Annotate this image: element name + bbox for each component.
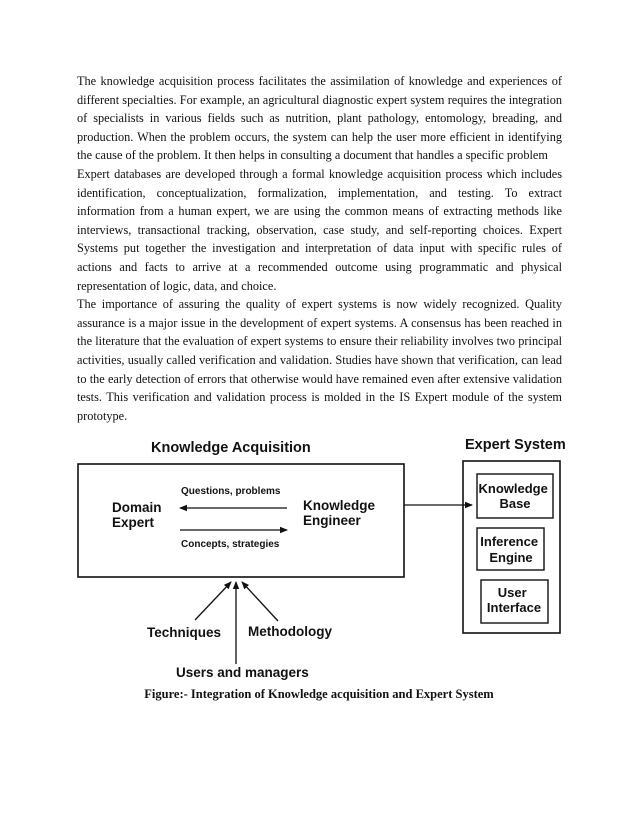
methodology-label: Methodology	[248, 624, 332, 639]
methodology-arrow	[242, 582, 278, 621]
paragraph-3: The importance of assuring the quality of expert systems is now widely recognized. Quality assurance is a major issue in the development of expert systems. A consensus has been reached in the literature that the evaluation of expert systems to ensure their reliability involves two principal activities, usually called verification and validation. Studies have shown that verification, can lead to the early detection of errors that otherwise would have remained even after extensive validation tests. This verification and validation process is molded in the IS Expert module of the system prototype.	[77, 297, 562, 423]
knowledge-engineer-label: Knowledge Engineer	[303, 498, 376, 528]
figure-caption: Figure:- Integration of Knowledge acquisition and Expert System	[144, 687, 494, 701]
techniques-label: Techniques	[147, 625, 222, 640]
paragraph-1: The knowledge acquisition process facilitates the assimilation of knowledge and experiences of different specialties. For example, an agricultural diagnostic expert system requires the integration of specialists in various fields such as nutrition, plant pathology, entomology, breading, and production. When the problem occurs, the system can help the user more efficient in identifying the cause of the problem. It then helps in consulting a document that handles a specific problem	[77, 74, 562, 163]
paragraph-2: Expert databases are developed through a formal knowledge acquisition process which includes identification, conceptualization, formalization, implementation, and testing. To extract information from a human expert, we are using the common means of extracting methods like interviews, transactional tracking, observation, case study, and self-reporting choices. Expert Systems put together the investigation and interpretation of data input with specific rules of actions and facts to arrive at a recommended outcome using programmatic and physical representation of logic, data, and choice.	[77, 166, 562, 293]
inference-engine-label: Inference Engine	[480, 534, 539, 565]
techniques-arrow	[195, 582, 231, 620]
users-managers-label: Users and managers	[176, 665, 309, 680]
concepts-strategies-label: Concepts, strategies	[181, 539, 280, 550]
domain-expert-label: Domain Expert	[112, 500, 162, 530]
questions-problems-label: Questions, problems	[181, 486, 281, 497]
user-interface-label: User Interface	[486, 585, 542, 615]
knowledge-base-label: Knowledge Base	[478, 481, 548, 511]
knowledge-acquisition-title: Knowledge Acquisition	[151, 440, 311, 456]
expert-system-title: Expert System	[465, 437, 566, 453]
